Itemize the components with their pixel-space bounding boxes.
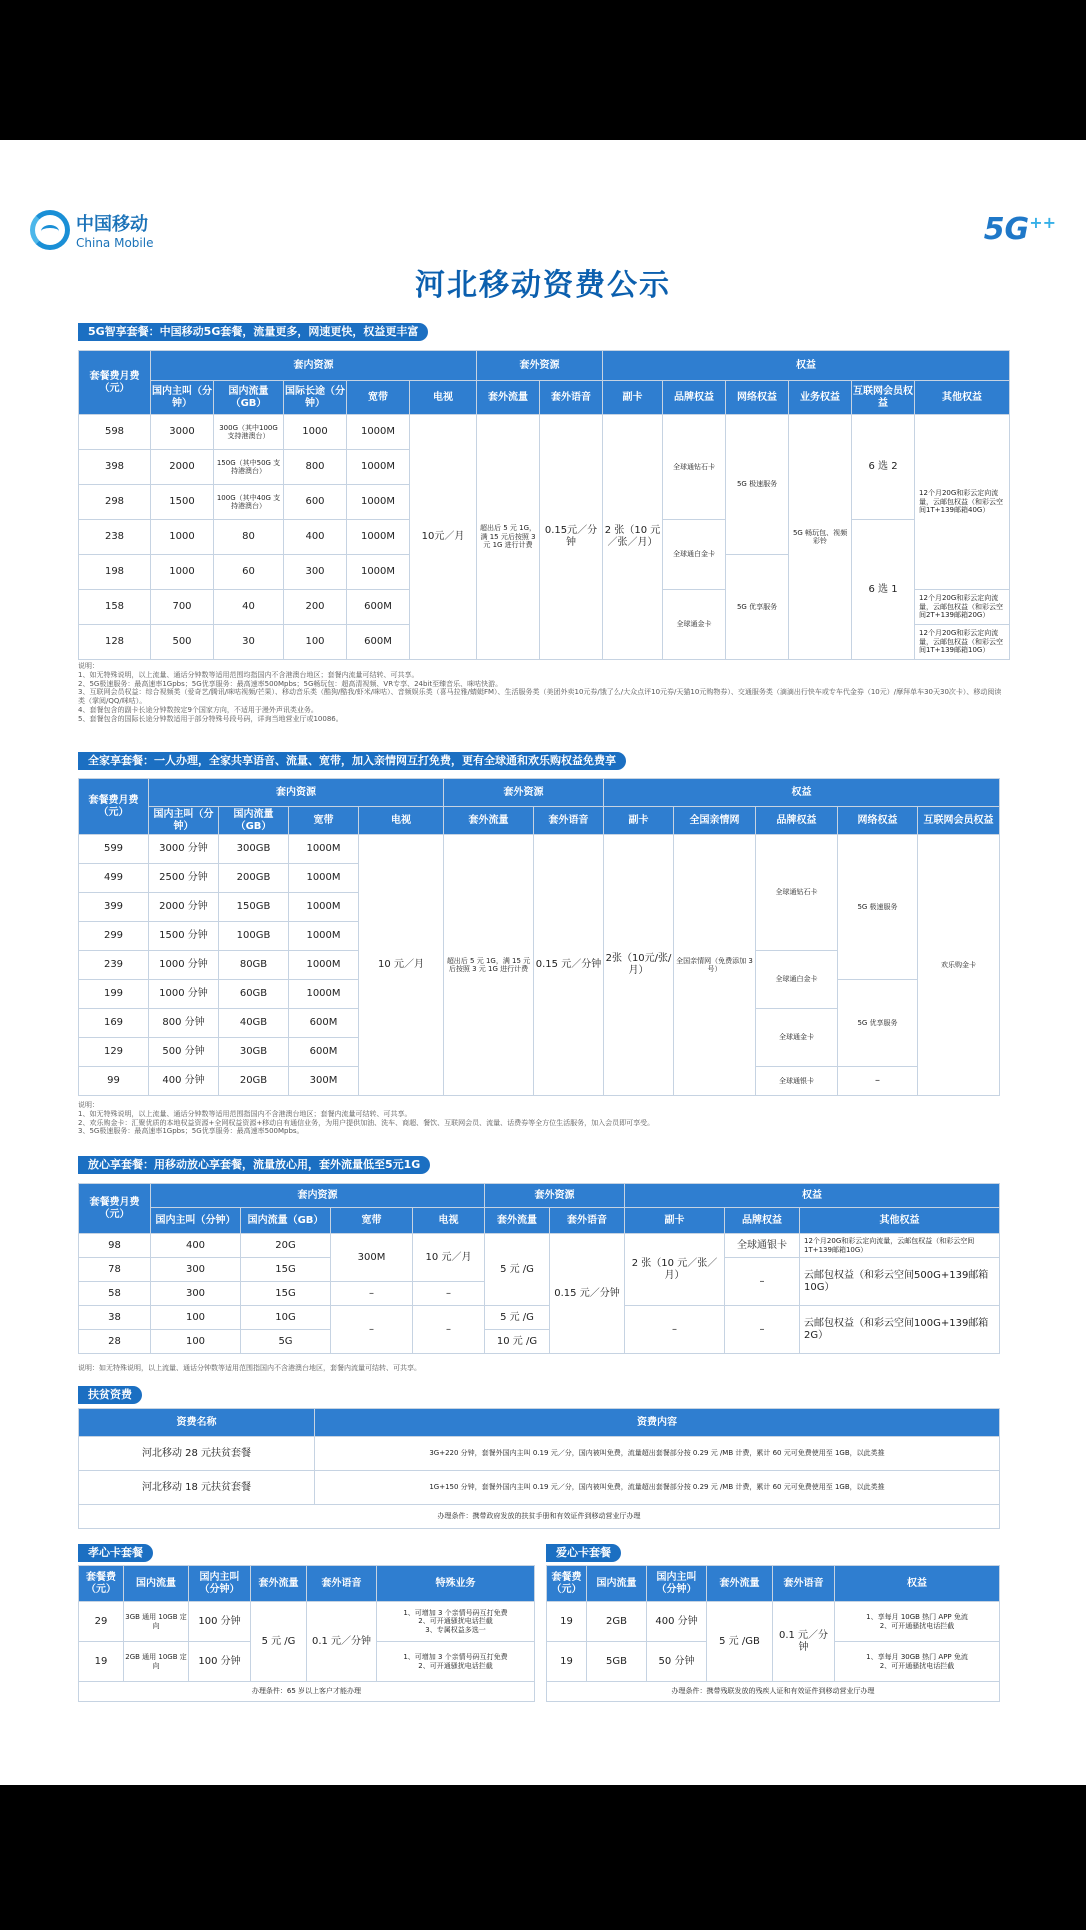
intl-cell: 600 <box>284 485 347 520</box>
special-cell: 1、可增加 3 个亲情号码互打免费 2、可开通骚扰电话拦截 3、专属权益多选一 <box>377 1602 535 1642</box>
oflow-cell: 10 元 /G <box>485 1330 550 1354</box>
header-fee: 套餐费月费（元） <box>79 1184 151 1234</box>
fee-cell: 129 <box>79 1038 149 1067</box>
section-5g-notes <box>78 662 1008 723</box>
tv-cell: 10 元／月 <box>359 835 444 1096</box>
call-cell: 100 <box>151 1306 241 1330</box>
header-call: 国内主叫（分钟） <box>151 1208 241 1234</box>
fee-cell: 158 <box>79 590 151 625</box>
fee-cell: 98 <box>79 1234 151 1258</box>
5g-badge-text: 5G <box>983 212 1030 247</box>
call-cell: 1000 <box>151 520 214 555</box>
header-call: 国内主叫（分钟） <box>151 381 214 415</box>
bb-cell: 1000M <box>347 555 410 590</box>
call-cell: 3000 分钟 <box>149 835 219 864</box>
ovoice-cell: 0.15 元／分钟 <box>534 835 604 1096</box>
note-line: 5、套餐包含的国际长途分钟数适用于部分特殊号段号码，详询当地营业厅或10086。 <box>78 714 343 723</box>
condition-cell: 办理条件：携带政府发放的扶贫手册和有效证件到移动营业厅办理 <box>79 1505 1000 1529</box>
bb-cell: – <box>331 1282 413 1306</box>
bb-cell: 1000M <box>347 450 410 485</box>
flow-cell: 2GB 通用 10GB 定向 <box>124 1642 189 1682</box>
flow-cell: 15G <box>241 1258 331 1282</box>
header-family: 全国亲情网 <box>674 807 756 835</box>
tariff-page <box>0 140 1086 1785</box>
net-cell: 5G 极速服务 <box>726 415 789 555</box>
biz-cell: 5G 畅玩包、视频彩铃 <box>789 415 852 660</box>
header-in: 套内资源 <box>149 779 444 807</box>
section-family-notes <box>78 1101 1008 1136</box>
header-bb: 宽带 <box>331 1208 413 1234</box>
other-cell: 12个月20G和彩云定向流量，云邮包权益（和彩云空间1T+139邮箱40G） <box>915 415 1010 590</box>
intl-cell: 800 <box>284 450 347 485</box>
brand-cell: 全球通金卡 <box>756 1009 838 1067</box>
net-cell: 5G 优享服务 <box>726 555 789 660</box>
table-row <box>79 1471 1000 1505</box>
flow-cell: 100G（其中40G 支持港澳台） <box>214 485 284 520</box>
brand-cell: – <box>725 1306 800 1354</box>
other-cell: 12个月20G和彩云定向流量，云邮包权益（和彩云空间1T+139邮箱10G） <box>915 625 1010 660</box>
flow-cell: 5G <box>241 1330 331 1354</box>
ovoice-cell: 0.15元／分钟 <box>540 415 603 660</box>
tv-cell: – <box>413 1306 485 1354</box>
intl-cell: 1000 <box>284 415 347 450</box>
fee-cell: 38 <box>79 1306 151 1330</box>
note-line: 1、如无特殊说明，以上流量、通话分钟数等适用范围指国内不含港澳台地区；套餐内流量可结转、可共享。 <box>78 1109 412 1118</box>
fee-cell: 58 <box>79 1282 151 1306</box>
ovoice-cell: 0.1 元／分钟 <box>773 1602 835 1682</box>
fee-cell: 199 <box>79 980 149 1009</box>
bb-cell: 600M <box>347 625 410 660</box>
header-flow: 国内流量 <box>124 1566 189 1602</box>
tv-cell: – <box>413 1282 485 1306</box>
header-call: 国内主叫（分钟） <box>189 1566 251 1602</box>
fee-cell: 499 <box>79 864 149 893</box>
flow-cell: 300GB <box>219 835 289 864</box>
bb-cell: 300M <box>289 1067 359 1096</box>
table-row <box>79 1306 1000 1330</box>
brand-cell: – <box>725 1258 800 1306</box>
call-cell: 100 分钟 <box>189 1602 251 1642</box>
fee-cell: 598 <box>79 415 151 450</box>
fee-cell: 169 <box>79 1009 149 1038</box>
header-ovoice: 套外语音 <box>550 1208 625 1234</box>
bb-cell: 600M <box>289 1038 359 1067</box>
header-ovoice: 套外语音 <box>540 381 603 415</box>
net-cell: – <box>838 1067 918 1096</box>
condition-cell: 办理条件：65 岁以上客户才能办理 <box>79 1682 535 1702</box>
flow-cell: 300G（其中100G 支持港澳台） <box>214 415 284 450</box>
fee-cell: 238 <box>79 520 151 555</box>
tv-cell: 10 元／月 <box>413 1234 485 1282</box>
sub-cell: – <box>625 1306 725 1354</box>
bb-cell: 600M <box>347 590 410 625</box>
call-cell: 800 分钟 <box>149 1009 219 1038</box>
rights-cell: 1、享每月 10GB 热门 APP 免流 2、可开通骚扰电话拦截 <box>835 1602 1000 1642</box>
fee-cell: 399 <box>79 893 149 922</box>
bb-cell: 1000M <box>289 980 359 1009</box>
member-cell: 6 选 1 <box>852 520 915 660</box>
header-member: 互联网会员权益 <box>918 807 1000 835</box>
fee-cell: 128 <box>79 625 151 660</box>
oflow-cell: 超出后 5 元 1G，满 15 元后按照 3 元 1G 进行计费 <box>444 835 534 1096</box>
call-cell: 2500 分钟 <box>149 864 219 893</box>
intl-cell: 200 <box>284 590 347 625</box>
header-oflow: 套外流量 <box>485 1208 550 1234</box>
bb-cell: 1000M <box>347 485 410 520</box>
call-cell: 2000 <box>151 450 214 485</box>
flow-cell: 60 <box>214 555 284 590</box>
table-5g-plans <box>78 350 1010 660</box>
header-net: 网络权益 <box>726 381 789 415</box>
note-line: 2、欢乐购金卡：汇聚优质的本地权益资源+全网权益资源+移动自有通信业务，为用户提供加油、洗车、商超、餐饮、互联网会员、流量、话费券等全方位生活服务，加入会员即可享受。 <box>78 1118 655 1127</box>
bb-cell: 1000M <box>289 835 359 864</box>
member-cell: 6 选 2 <box>852 415 915 520</box>
name-cell: 河北移动 18 元扶贫套餐 <box>79 1471 315 1505</box>
header-bb: 宽带 <box>347 381 410 415</box>
call-cell: 1000 分钟 <box>149 980 219 1009</box>
header-oflow: 套外流量 <box>707 1566 773 1602</box>
header-fee: 套餐费月费（元） <box>79 351 151 415</box>
table-row <box>79 415 1010 450</box>
fee-cell: 398 <box>79 450 151 485</box>
header-oflow: 套外流量 <box>251 1566 307 1602</box>
header-content: 资费内容 <box>315 1409 1000 1437</box>
note-line: 4、套餐包含的副卡长途分钟数按定9个国家方向，不适用于漫外声讯类业务。 <box>78 705 318 714</box>
flow-cell: 200GB <box>219 864 289 893</box>
table-row <box>79 835 1000 864</box>
call-cell: 1000 分钟 <box>149 951 219 980</box>
intl-cell: 300 <box>284 555 347 590</box>
header-other: 其他权益 <box>915 381 1010 415</box>
flow-cell: 30 <box>214 625 284 660</box>
bb-cell: 300M <box>331 1234 413 1282</box>
net-cell: 5G 极速服务 <box>838 835 918 980</box>
fee-cell: 299 <box>79 922 149 951</box>
5g-badge <box>984 212 1056 247</box>
fee-cell: 19 <box>547 1642 587 1682</box>
note-line: 1、如无特殊说明，以上流量、通话分钟数等适用范围均指国内不含港澳台地区；套餐内流量可结转、可共享。 <box>78 670 419 679</box>
bb-cell: 1000M <box>289 922 359 951</box>
call-cell: 300 <box>151 1282 241 1306</box>
net-cell: 5G 优享服务 <box>838 980 918 1067</box>
special-cell: 1、可增加 3 个亲情号码互打免费 2、可开通骚扰电话拦截 <box>377 1642 535 1682</box>
header-fee: 套餐费（元） <box>79 1566 124 1602</box>
table-row <box>79 1602 535 1642</box>
header-member: 互联网会员权益 <box>852 381 915 415</box>
fee-cell: 19 <box>547 1602 587 1642</box>
header-flow: 国内流量 <box>587 1566 647 1602</box>
table-filial-plans <box>78 1565 535 1702</box>
note-line: 3、5G极速服务：最高速率1Gpbs；5G优享服务：最高速率500Mpbs。 <box>78 1127 304 1136</box>
header-ovoice: 套外语音 <box>307 1566 377 1602</box>
call-cell: 3000 <box>151 415 214 450</box>
brand-cell: 全球通白金卡 <box>663 520 726 590</box>
bb-cell: 1000M <box>289 893 359 922</box>
5g-badge-plus: ++ <box>1029 213 1056 232</box>
fee-cell: 29 <box>79 1602 124 1642</box>
flow-cell: 30GB <box>219 1038 289 1067</box>
intl-cell: 400 <box>284 520 347 555</box>
header-tv: 电视 <box>413 1208 485 1234</box>
call-cell: 400 分钟 <box>647 1602 707 1642</box>
table-row <box>79 1234 1000 1258</box>
flow-cell: 40 <box>214 590 284 625</box>
page-title: 河北移动资费公示 <box>415 268 671 303</box>
note-line: 3、互联网会员权益：综合视频类（爱奇艺/腾讯/咪咕视频/芒果）、移动音乐类（酷狗/酷我/虾米/咪咕）、音频娱乐类（喜马拉雅/蜻蜓FM）、生活服务类（美团外卖10元券/饿了么/大众点评10元券/天猫10元购物券）、交通服务类（滴滴出行快车或专车代金券（10元）/摩拜单车30天30次卡）、移动阅读类（掌阅/QQ/咪咕）。 <box>78 688 1002 705</box>
flow-cell: 15G <box>241 1282 331 1306</box>
china-mobile-logo <box>30 210 153 250</box>
section-5g-banner: 5G智享套餐：中国移动5G套餐，流量更多，网速更快，权益更丰富 <box>78 323 428 341</box>
oflow-cell: 5 元 /G <box>251 1602 307 1682</box>
header-in: 套内资源 <box>151 1184 485 1208</box>
header-rights: 权益 <box>625 1184 1000 1208</box>
header-special: 特殊业务 <box>377 1566 535 1602</box>
call-cell: 500 <box>151 625 214 660</box>
condition-cell: 办理条件：携带残联发放的残疾人证和有效证件到移动营业厅办理 <box>547 1682 1000 1702</box>
call-cell: 2000 分钟 <box>149 893 219 922</box>
brand-cell: 全球通钻石卡 <box>663 415 726 520</box>
content-cell: 3G+220 分钟，套餐外国内主叫 0.19 元／分，国内被叫免费，流量超出套餐部分按 0.29 元 /MB 计费，累计 60 元可免费使用至 1GB，以此类推 <box>315 1437 1000 1471</box>
flow-cell: 150GB <box>219 893 289 922</box>
header-brand: 品牌权益 <box>725 1208 800 1234</box>
header-ovoice: 套外语音 <box>534 807 604 835</box>
brand-cell: 全球通银卡 <box>756 1067 838 1096</box>
logo-en-text: China Mobile <box>76 236 154 250</box>
content-cell: 1G+150 分钟，套餐外国内主叫 0.19 元／分，国内被叫免费，流量超出套餐部分按 0.29 元 /MB 计费，累计 60 元可免费使用至 1GB，以此类推 <box>315 1471 1000 1505</box>
call-cell: 1000 <box>151 555 214 590</box>
bb-cell: 1000M <box>289 864 359 893</box>
section-caring-banner: 爱心卡套餐 <box>546 1544 621 1562</box>
header-fee: 套餐费月费（元） <box>79 779 149 835</box>
brand-cell: 全球通钻石卡 <box>756 835 838 951</box>
bb-cell: 1000M <box>347 415 410 450</box>
table-worryfree-plans <box>78 1183 1000 1354</box>
header-flow: 国内流量（GB） <box>241 1208 331 1234</box>
oflow-cell: 超出后 5 元 1G，满 15 元后按照 3 元 1G 进行计费 <box>477 415 540 660</box>
oflow-cell: 5 元 /G <box>485 1306 550 1330</box>
flow-cell: 5GB <box>587 1642 647 1682</box>
member-cell: 欢乐购金卡 <box>918 835 1000 1096</box>
ovoice-cell: 0.15 元／分钟 <box>550 1234 625 1354</box>
bb-cell: 1000M <box>289 951 359 980</box>
bb-cell: – <box>331 1306 413 1354</box>
flow-cell: 100GB <box>219 922 289 951</box>
brand-cell: 全球通金卡 <box>663 590 726 660</box>
other-cell: 云邮包权益（和彩云空间500G+139邮箱10G） <box>800 1258 1000 1306</box>
fee-cell: 599 <box>79 835 149 864</box>
flow-cell: 80GB <box>219 951 289 980</box>
header-flow: 国内流量（GB） <box>214 381 284 415</box>
header-in: 套内资源 <box>151 351 477 381</box>
header-intl: 国际长途（分钟） <box>284 381 347 415</box>
brand-cell: 全球通白金卡 <box>756 951 838 1009</box>
sub-cell: 2张（10元/张/月） <box>604 835 674 1096</box>
logo-cn-text: 中国移动 <box>76 214 148 235</box>
call-cell: 500 分钟 <box>149 1038 219 1067</box>
note-line: 2、5G极速服务：最高速率1Gpbs；5G优享服务：最高速率500Mpbs；5G畅玩包：超高清视频、VR专享、24bit至臻音乐、咪咕快游。 <box>78 679 503 688</box>
call-cell: 400 分钟 <box>149 1067 219 1096</box>
call-cell: 100 分钟 <box>189 1642 251 1682</box>
header-flow: 国内流量（GB） <box>219 807 289 835</box>
section-worryfree-note: 说明：如无特殊说明，以上流量、通话分钟数等适用范围指国内不含港澳台地区，套餐内流量可结转、可共享。 <box>78 1364 421 1372</box>
name-cell: 河北移动 28 元扶贫套餐 <box>79 1437 315 1471</box>
table-caring-plans <box>546 1565 1000 1702</box>
header-out: 套外资源 <box>485 1184 625 1208</box>
header-brand: 品牌权益 <box>756 807 838 835</box>
fee-cell: 298 <box>79 485 151 520</box>
china-mobile-logo-icon <box>30 210 70 250</box>
call-cell: 100 <box>151 1330 241 1354</box>
note-line: 说明： <box>78 662 99 670</box>
other-cell: 12个月20G和彩云定向流量，云邮包权益（和彩云空间1T+139邮箱10G） <box>800 1234 1000 1258</box>
flow-cell: 80 <box>214 520 284 555</box>
fee-cell: 198 <box>79 555 151 590</box>
table-row <box>79 1437 1000 1471</box>
fee-cell: 99 <box>79 1067 149 1096</box>
rights-cell: 1、享每月 30GB 热门 APP 免流 2、可开通骚扰电话拦截 <box>835 1642 1000 1682</box>
header-brand: 品牌权益 <box>663 381 726 415</box>
header-bb: 宽带 <box>289 807 359 835</box>
header-sub: 副卡 <box>604 807 674 835</box>
flow-cell: 60GB <box>219 980 289 1009</box>
bb-cell: 600M <box>289 1009 359 1038</box>
header-call: 国内主叫（分钟） <box>647 1566 707 1602</box>
flow-cell: 20GB <box>219 1067 289 1096</box>
table-poverty-plans <box>78 1408 1000 1529</box>
header-sub: 副卡 <box>625 1208 725 1234</box>
call-cell: 700 <box>151 590 214 625</box>
fee-cell: 239 <box>79 951 149 980</box>
header-call: 国内主叫（分钟） <box>149 807 219 835</box>
other-cell: 云邮包权益（和彩云空间100G+139邮箱2G） <box>800 1306 1000 1354</box>
flow-cell: 150G（其中50G 支持港澳台） <box>214 450 284 485</box>
flow-cell: 2GB <box>587 1602 647 1642</box>
ovoice-cell: 0.1 元／分钟 <box>307 1602 377 1682</box>
header-name: 资费名称 <box>79 1409 315 1437</box>
fee-cell: 28 <box>79 1330 151 1354</box>
section-family-banner: 全家享套餐：一人办理，全家共享语音、流量、宽带，加入亲情网互打免费，更有全球通和欢乐购权益免费享 <box>78 752 626 770</box>
oflow-cell: 5 元 /GB <box>707 1602 773 1682</box>
note-line: 说明： <box>78 1101 99 1109</box>
header-biz: 业务权益 <box>789 381 852 415</box>
header-ovoice: 套外语音 <box>773 1566 835 1602</box>
header-sub: 副卡 <box>603 381 663 415</box>
header-oflow: 套外流量 <box>477 381 540 415</box>
intl-cell: 100 <box>284 625 347 660</box>
table-row <box>547 1602 1000 1642</box>
header-rights: 权益 <box>604 779 1000 807</box>
fee-cell: 78 <box>79 1258 151 1282</box>
header-rights: 权益 <box>603 351 1010 381</box>
header-fee: 套餐费（元） <box>547 1566 587 1602</box>
header-other: 其他权益 <box>800 1208 1000 1234</box>
flow-cell: 3GB 通用 10GB 定向 <box>124 1602 189 1642</box>
header-tv: 电视 <box>410 381 477 415</box>
header-rights: 权益 <box>835 1566 1000 1602</box>
table-family-plans <box>78 778 1000 1096</box>
call-cell: 300 <box>151 1258 241 1282</box>
family-cell: 全国亲情网（免费添加 3 号） <box>674 835 756 1096</box>
header-out: 套外资源 <box>477 351 603 381</box>
flow-cell: 10G <box>241 1306 331 1330</box>
brand-cell: 全球通银卡 <box>725 1234 800 1258</box>
call-cell: 1500 分钟 <box>149 922 219 951</box>
fee-cell: 19 <box>79 1642 124 1682</box>
tv-cell: 10元／月 <box>410 415 477 660</box>
section-poverty-banner: 扶贫资费 <box>78 1386 142 1404</box>
section-filial-banner: 孝心卡套餐 <box>78 1544 153 1562</box>
call-cell: 1500 <box>151 485 214 520</box>
header-net: 网络权益 <box>838 807 918 835</box>
section-worryfree-banner: 放心享套餐：用移动放心享套餐，流量放心用，套外流量低至5元1G <box>78 1156 430 1174</box>
other-cell: 12个月20G和彩云定向流量，云邮包权益（和彩云空间2T+139邮箱20G） <box>915 590 1010 625</box>
sub-cell: 2 张（10 元／张／月） <box>603 415 663 660</box>
call-cell: 400 <box>151 1234 241 1258</box>
header-tv: 电视 <box>359 807 444 835</box>
flow-cell: 20G <box>241 1234 331 1258</box>
sub-cell: 2 张（10 元／张／月） <box>625 1234 725 1306</box>
oflow-cell: 5 元 /G <box>485 1234 550 1306</box>
header-oflow: 套外流量 <box>444 807 534 835</box>
call-cell: 50 分钟 <box>647 1642 707 1682</box>
flow-cell: 40GB <box>219 1009 289 1038</box>
bb-cell: 1000M <box>347 520 410 555</box>
header-out: 套外资源 <box>444 779 604 807</box>
